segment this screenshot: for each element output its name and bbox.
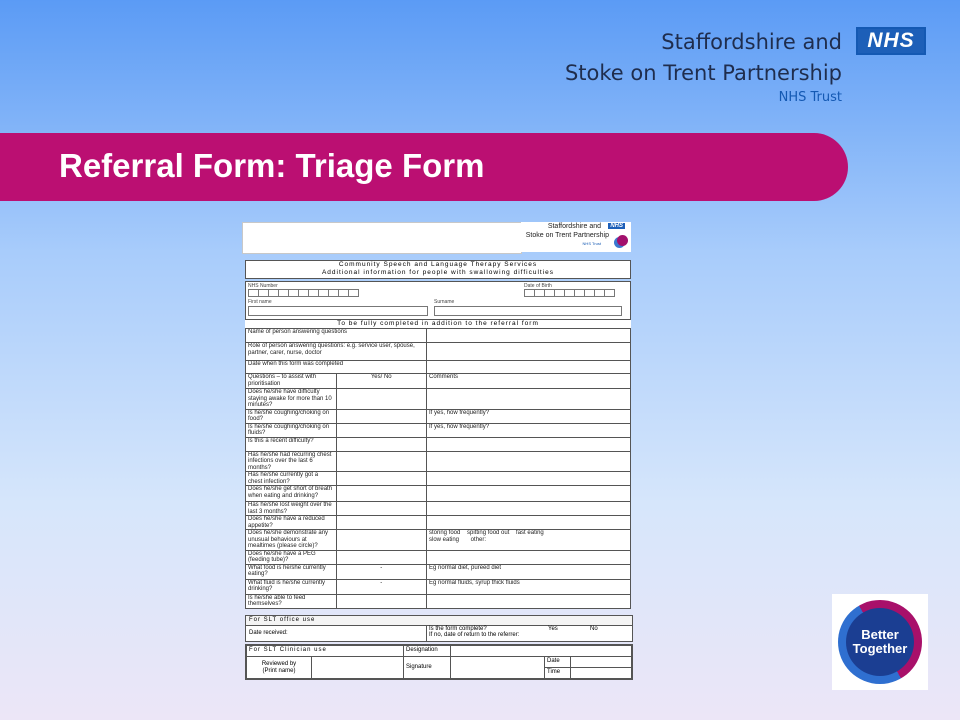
column-header-question: Questions – to assist with prioritisation [246, 374, 337, 389]
question-text: Does he/she have a PEG (feeding tube)? [246, 550, 337, 564]
slt-clinician-header: For SLT Clinician use [246, 645, 404, 657]
comments-cell[interactable]: If yes, how frequently? [427, 423, 631, 437]
yes-no-cell[interactable] [336, 472, 427, 486]
comments-cell[interactable] [427, 451, 631, 472]
column-header-comments: Comments [427, 374, 631, 389]
date-return-label: If no, date of return to the referrer: [429, 632, 520, 638]
org-line-3: NHS Trust [778, 90, 842, 105]
question-row [246, 486, 631, 502]
question-row [246, 437, 631, 451]
date-received-label: Date received: [249, 630, 288, 636]
question-row [246, 389, 631, 410]
column-header-yesno: Yes/ No [336, 374, 427, 389]
comments-cell[interactable] [427, 472, 631, 486]
question-text: Does he/she demonstrate any unusual behaviours at mealtimes (please circle)? [246, 530, 337, 551]
comments-cell[interactable]: Eg normal fluids, syrup thick fluids [427, 579, 631, 594]
triage-table [245, 328, 631, 609]
service-line-1: Community Speech and Language Therapy Services [338, 261, 538, 268]
yes-no-cell[interactable] [336, 550, 427, 564]
question-text: What food is he/she currently eating? [246, 564, 337, 579]
logo-word-2: Together [852, 641, 908, 656]
yes-no-cell[interactable] [336, 409, 427, 423]
question-row [246, 409, 631, 423]
signature-field[interactable] [450, 656, 545, 679]
info-row-value[interactable] [427, 343, 631, 361]
signature-label: Signature [403, 656, 451, 679]
page-title: Referral Form: Triage Form [59, 147, 485, 184]
info-row-value[interactable] [427, 329, 631, 343]
dob-label: Date of Birth [524, 283, 552, 289]
slt-clinician-section [245, 644, 633, 680]
reviewed-by-field[interactable] [311, 656, 404, 679]
service-line-2: Additional information for people with swallowing difficulties [321, 269, 555, 276]
logo-word-1: Better [861, 627, 899, 642]
question-row [246, 451, 631, 472]
comments-cell[interactable]: If yes, how frequently? [427, 409, 631, 423]
first-name-label: First name [248, 299, 272, 305]
question-text: Has he/she lost weight over the last 3 months? [246, 502, 337, 516]
yes-no-cell[interactable] [336, 389, 427, 410]
first-name-field[interactable] [248, 306, 428, 316]
question-row [246, 472, 631, 486]
comments-cell[interactable] [427, 502, 631, 516]
question-text: Does he/she get short of breath when eating and drinking? [246, 486, 337, 502]
question-row [246, 423, 631, 437]
surname-label: Surname [434, 299, 455, 305]
form-logo-line-3: NHS Trust [582, 241, 601, 246]
comments-cell[interactable] [427, 389, 631, 410]
question-row [246, 594, 631, 608]
org-line-2: Stoke on Trent Partnership [564, 61, 842, 85]
comments-cell[interactable] [427, 516, 631, 530]
dob-boxes[interactable] [524, 289, 614, 297]
slt-office-header: For SLT office use [246, 616, 632, 626]
surname-field[interactable] [434, 306, 622, 316]
info-row-label: Name of person answering questions [246, 329, 427, 343]
time-label: Time [544, 667, 571, 679]
option-no[interactable]: No [590, 626, 598, 632]
question-text: What fluid is he/she currently drinking? [246, 579, 337, 594]
question-row [246, 550, 631, 564]
form-header-logo [521, 222, 631, 252]
yes-no-cell[interactable] [336, 502, 427, 516]
logo-core [846, 608, 914, 676]
patient-id-section [245, 281, 631, 320]
comments-cell[interactable]: Eg normal diet, pureed diet [427, 564, 631, 579]
question-text: Does he/she have a reduced appetite? [246, 516, 337, 530]
comments-cell[interactable] [427, 486, 631, 502]
form-logo-line-1: Staffordshire and [547, 223, 601, 230]
nhs-logo [856, 27, 926, 55]
question-text: Is he/she coughing/choking on fluids? [246, 423, 337, 437]
question-text: Has he/she had recurring chest infections over the last 6 months? [246, 451, 337, 472]
title-banner [0, 133, 848, 201]
form-subtitle: To be fully completed in addition to the referral form [245, 320, 631, 328]
reviewed-by-label: Reviewed by (Print name) [246, 656, 312, 679]
comments-cell[interactable]: storing food spitting food out fast eating slow eating other: [427, 530, 631, 551]
yes-no-cell[interactable] [336, 486, 427, 502]
nhs-logo-text: NHS [858, 29, 924, 53]
yes-no-cell[interactable] [336, 423, 427, 437]
question-row [246, 502, 631, 516]
slt-office-section [245, 615, 633, 642]
question-text: Has he/she currently got a chest infection? [246, 472, 337, 486]
org-line-1: Staffordshire and [661, 30, 842, 54]
info-row-value[interactable] [427, 361, 631, 374]
yes-no-cell[interactable]: - [336, 579, 427, 594]
question-text: Is this a recent difficulty? [246, 437, 337, 451]
option-yes[interactable]: Yes [548, 626, 558, 632]
yes-no-cell[interactable] [336, 594, 427, 608]
form-nhs-badge: NHS [610, 223, 623, 229]
question-row [246, 516, 631, 530]
comments-cell[interactable] [427, 594, 631, 608]
nhs-number-label: NHS Number [248, 283, 278, 289]
comments-cell[interactable] [427, 550, 631, 564]
form-logo-line-2: Stoke on Trent Partnership [525, 232, 609, 239]
question-text: Does he/she have difficulty staying awake for more than 10 minutes? [246, 389, 337, 410]
question-row [246, 579, 631, 594]
comments-cell[interactable] [427, 437, 631, 451]
yes-no-cell[interactable] [336, 437, 427, 451]
nhs-number-boxes[interactable] [248, 289, 358, 297]
question-row [246, 530, 631, 551]
question-text: Is he/she able to feed themselves? [246, 594, 337, 608]
service-title [245, 260, 631, 279]
better-together-logo [832, 594, 928, 690]
info-row-label: Date when this form was completed [246, 361, 427, 374]
form-complete-label: Is the form complete? [429, 626, 487, 632]
question-text: Is he/she coughing/choking on food? [246, 409, 337, 423]
designation-label: Designation [403, 645, 451, 657]
date-label: Date [544, 656, 571, 668]
yes-no-cell[interactable] [336, 530, 427, 551]
better-together-mini-icon [617, 235, 628, 246]
yes-no-cell[interactable] [336, 516, 427, 530]
info-row-label: Role of person answering questions: e.g. service user, spouse, partner, carer, nurse, doctor [246, 343, 427, 361]
yes-no-cell[interactable]: - [336, 564, 427, 579]
form-header-blank [242, 222, 522, 254]
time-field[interactable] [570, 667, 632, 679]
yes-no-cell[interactable] [336, 451, 427, 472]
question-row [246, 564, 631, 579]
